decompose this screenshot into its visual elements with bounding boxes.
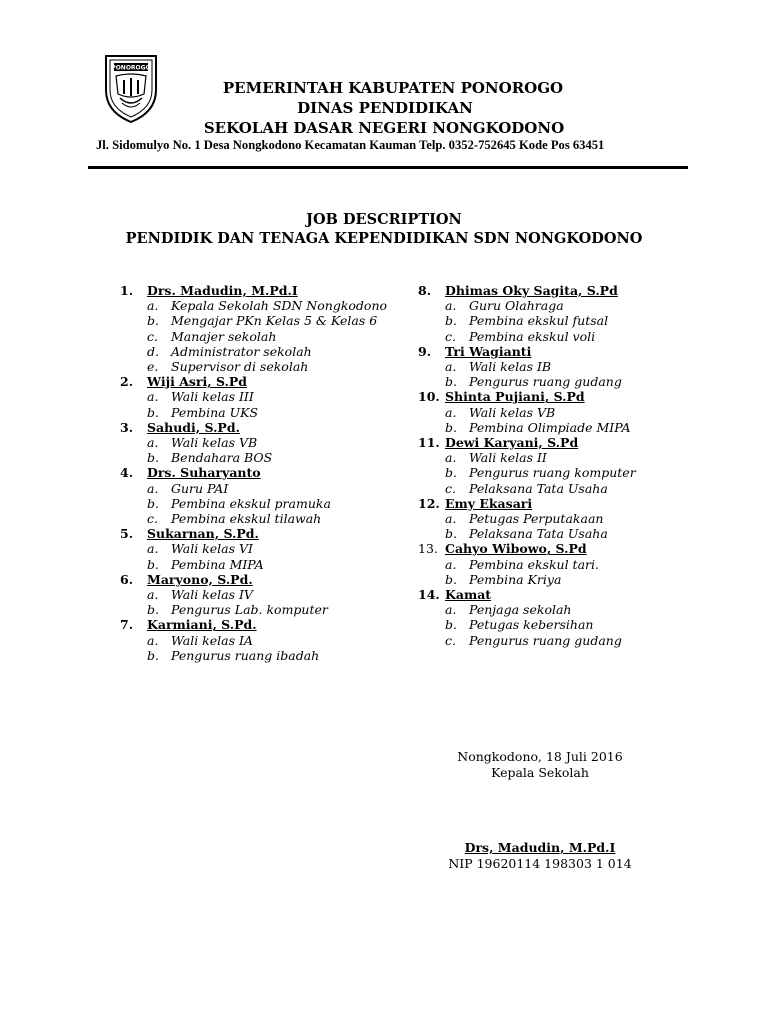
letterhead bbox=[0, 78, 768, 152]
duty-item bbox=[418, 313, 738, 328]
duty-letter: a. bbox=[445, 404, 457, 420]
staff-entry bbox=[120, 374, 400, 420]
staff-name: Dhimas Oky Sagita, S.Pd bbox=[445, 283, 618, 298]
staff-entry bbox=[120, 617, 400, 663]
duty-text: Administrator sekolah bbox=[171, 343, 312, 359]
duty-text: Manajer sekolah bbox=[171, 328, 277, 344]
duty-letter: c. bbox=[147, 328, 158, 344]
staff-entry bbox=[418, 435, 738, 496]
signature-position: Kepala Sekolah bbox=[491, 765, 589, 780]
staff-entry-header bbox=[120, 465, 400, 480]
duty-letter: c. bbox=[445, 480, 456, 496]
duty-letter: b. bbox=[445, 374, 457, 390]
duty-item bbox=[120, 389, 400, 404]
letterhead-school: SEKOLAH DASAR NEGERI NONGKODONO bbox=[203, 119, 565, 137]
duty-item bbox=[120, 481, 400, 496]
duty-letter: b. bbox=[445, 419, 457, 435]
duty-item bbox=[418, 572, 738, 587]
duty-text: Wali kelas IV bbox=[171, 587, 253, 603]
signature-place-date: Nongkodono, 18 Juli 2016 bbox=[457, 749, 623, 764]
staff-number: 12. bbox=[418, 495, 440, 511]
duty-item bbox=[418, 526, 738, 541]
duty-item bbox=[120, 633, 400, 648]
duty-text: Pengurus ruang gudang bbox=[469, 632, 622, 648]
duty-text: Wali kelas VB bbox=[171, 435, 258, 451]
duty-letter: b. bbox=[445, 571, 457, 587]
duty-text: Wali kelas II bbox=[469, 450, 547, 466]
duty-letter: b. bbox=[147, 313, 159, 329]
staff-number: 8. bbox=[418, 283, 432, 298]
duty-item bbox=[418, 602, 738, 617]
staff-name: Shinta Pujiani, S.Pd bbox=[445, 389, 585, 405]
duty-text: Petugas kebersihan bbox=[469, 617, 594, 633]
duty-text: Wali kelas IA bbox=[171, 632, 253, 648]
staff-entry-header bbox=[418, 389, 738, 404]
signature-nip: NIP 19620114 198303 1 014 bbox=[448, 856, 632, 871]
duty-letter: a. bbox=[147, 435, 159, 451]
letterhead-department: DINAS PENDIDIKAN bbox=[297, 99, 473, 117]
duty-text: Wali kelas VI bbox=[171, 541, 253, 557]
duty-item bbox=[120, 541, 400, 556]
signature-name: Drs, Madudin, M.Pd.I bbox=[464, 840, 616, 855]
duty-text: Pembina UKS bbox=[171, 404, 259, 420]
duty-item bbox=[120, 557, 400, 572]
duty-letter: c. bbox=[445, 632, 456, 648]
staff-entry-header bbox=[120, 283, 400, 298]
duty-item bbox=[120, 496, 400, 511]
staff-entry bbox=[418, 283, 738, 344]
duty-item bbox=[418, 465, 738, 480]
staff-number: 14. bbox=[418, 587, 440, 603]
duty-letter: a. bbox=[147, 389, 159, 405]
duty-letter: b. bbox=[147, 450, 159, 466]
staff-name: Tri Wagianti bbox=[445, 343, 532, 359]
duty-letter: b. bbox=[445, 465, 457, 481]
staff-name: Sukarnan, S.Pd. bbox=[147, 526, 259, 542]
duty-text: Wali kelas VB bbox=[469, 404, 556, 420]
staff-name: Emy Ekasari bbox=[445, 495, 533, 511]
duty-item bbox=[120, 450, 400, 465]
duty-letter: b. bbox=[445, 313, 457, 329]
duty-text: Pembina Olimpiade MIPA bbox=[469, 419, 631, 435]
staff-entry-header bbox=[120, 374, 400, 389]
duty-letter: a. bbox=[147, 632, 159, 648]
duty-item bbox=[120, 435, 400, 450]
duty-text: Pelaksana Tata Usaha bbox=[469, 480, 608, 496]
duty-letter: b. bbox=[147, 495, 159, 511]
duty-letter: b. bbox=[445, 617, 457, 633]
duty-item bbox=[418, 617, 738, 632]
staff-number: 1. bbox=[120, 283, 134, 298]
duty-item bbox=[418, 359, 738, 374]
duty-item bbox=[120, 602, 400, 617]
duty-item bbox=[120, 648, 400, 663]
staff-list-left bbox=[120, 283, 400, 663]
duty-text: Pembina MIPA bbox=[171, 556, 264, 572]
duty-letter: b. bbox=[147, 404, 159, 420]
duty-text: Bendahara BOS bbox=[171, 450, 273, 466]
duty-item bbox=[120, 329, 400, 344]
duty-text: Pembina Kriya bbox=[469, 571, 562, 587]
duty-item bbox=[418, 374, 738, 389]
duty-letter: d. bbox=[147, 343, 159, 359]
duty-item bbox=[120, 405, 400, 420]
staff-entry bbox=[120, 465, 400, 526]
duty-text: Pembina ekskul futsal bbox=[469, 313, 609, 329]
staff-name: Cahyo Wibowo, S.Pd bbox=[445, 541, 587, 557]
duty-letter: c. bbox=[445, 328, 456, 344]
duty-letter: b. bbox=[147, 647, 159, 663]
letterhead-address: Jl. Sidomulyo No. 1 Desa Nongkodono Kecamatan Kauman Telp. 0352-752645 Kode Pos 63451 bbox=[96, 138, 605, 152]
duty-text: Guru PAI bbox=[171, 480, 229, 496]
duty-text: Guru Olahraga bbox=[469, 298, 564, 314]
staff-entry bbox=[418, 389, 738, 435]
staff-number: 2. bbox=[120, 374, 134, 390]
duty-letter: b. bbox=[445, 526, 457, 542]
staff-entry bbox=[418, 496, 738, 542]
duty-letter: a. bbox=[445, 450, 457, 466]
letterhead-government: PEMERINTAH KABUPATEN PONOROGO bbox=[222, 79, 564, 97]
duty-letter: e. bbox=[147, 359, 159, 375]
duty-item bbox=[418, 511, 738, 526]
duty-item bbox=[120, 344, 400, 359]
staff-entry bbox=[120, 526, 400, 572]
duty-text: Wali kelas III bbox=[171, 389, 254, 405]
duty-text: Pembina ekskul voli bbox=[469, 328, 596, 344]
staff-entry bbox=[120, 283, 400, 374]
duty-text: Penjaga sekolah bbox=[469, 602, 572, 618]
staff-entry-header bbox=[418, 587, 738, 602]
staff-name: Karmiani, S.Pd. bbox=[147, 617, 257, 633]
duty-text: Pembina ekskul tari. bbox=[469, 556, 599, 572]
duty-text: Pembina ekskul tilawah bbox=[171, 511, 322, 527]
staff-entry bbox=[120, 572, 400, 618]
duty-letter: a. bbox=[445, 602, 457, 618]
duty-letter: a. bbox=[147, 541, 159, 557]
staff-entry-header bbox=[418, 541, 738, 556]
duty-letter: a. bbox=[147, 480, 159, 496]
staff-entry-header bbox=[120, 420, 400, 435]
staff-number: 5. bbox=[120, 526, 134, 542]
duty-item bbox=[418, 420, 738, 435]
staff-number: 11. bbox=[418, 435, 440, 451]
staff-name: Sahudi, S.Pd. bbox=[147, 419, 240, 435]
duty-text: Pembina ekskul pramuka bbox=[171, 495, 331, 511]
staff-entry-header bbox=[120, 617, 400, 632]
staff-number: 9. bbox=[418, 343, 432, 359]
duty-item bbox=[120, 298, 400, 313]
staff-entry-header bbox=[418, 344, 738, 359]
staff-list-right bbox=[418, 283, 738, 648]
title-line-2: PENDIDIK DAN TENAGA KEPENDIDIKAN SDN NONGKODONO bbox=[125, 230, 643, 247]
duty-item bbox=[418, 481, 738, 496]
staff-name: Drs. Madudin, M.Pd.I bbox=[147, 283, 298, 298]
title-line-1: JOB DESCRIPTION bbox=[306, 211, 462, 228]
duty-letter: a. bbox=[147, 298, 159, 314]
staff-number: 10. bbox=[418, 389, 440, 405]
duty-text: Pengurus Lab. komputer bbox=[171, 602, 328, 618]
duty-item bbox=[418, 329, 738, 344]
staff-name: Wiji Asri, S.Pd bbox=[147, 374, 248, 390]
duty-item bbox=[418, 633, 738, 648]
duty-letter: b. bbox=[147, 556, 159, 572]
signature-block bbox=[440, 749, 640, 781]
duty-text: Petugas Perputakaan bbox=[469, 511, 604, 527]
duty-item bbox=[418, 557, 738, 572]
duty-letter: a. bbox=[147, 587, 159, 603]
duty-letter: c. bbox=[147, 511, 158, 527]
duty-text: Pengurus ruang gudang bbox=[469, 374, 622, 390]
letterhead-divider bbox=[88, 166, 688, 169]
duty-item bbox=[120, 359, 400, 374]
staff-name: Drs. Suharyanto bbox=[147, 465, 261, 481]
staff-name: Kamat bbox=[445, 587, 492, 603]
duty-text: Wali kelas IB bbox=[469, 359, 552, 375]
svg-text:PONOROGO: PONOROGO bbox=[111, 64, 151, 72]
staff-entry-header bbox=[120, 572, 400, 587]
duty-item bbox=[120, 511, 400, 526]
duty-item bbox=[418, 450, 738, 465]
staff-number: 13. bbox=[418, 541, 438, 557]
staff-number: 3. bbox=[120, 419, 134, 435]
staff-entry bbox=[418, 344, 738, 390]
duty-letter: a. bbox=[445, 359, 457, 375]
staff-entry-header bbox=[418, 435, 738, 450]
duty-text: Mengajar PKn Kelas 5 & Kelas 6 bbox=[171, 313, 378, 329]
staff-entry bbox=[418, 587, 738, 648]
document-title bbox=[0, 210, 768, 248]
duty-letter: a. bbox=[445, 556, 457, 572]
duty-item bbox=[418, 405, 738, 420]
duty-text: Pengurus ruang ibadah bbox=[171, 647, 320, 663]
staff-entry-header bbox=[120, 526, 400, 541]
staff-entry-header bbox=[418, 496, 738, 511]
duty-letter: a. bbox=[445, 298, 457, 314]
duty-text: Supervisor di sekolah bbox=[171, 359, 309, 375]
staff-number: 6. bbox=[120, 571, 134, 587]
duty-text: Pelaksana Tata Usaha bbox=[469, 526, 608, 542]
staff-name: Maryono, S.Pd. bbox=[147, 571, 253, 587]
duty-text: Pengurus ruang komputer bbox=[469, 465, 636, 481]
duty-letter: a. bbox=[445, 511, 457, 527]
staff-name: Dewi Karyani, S.Pd bbox=[445, 435, 579, 451]
duty-letter: b. bbox=[147, 602, 159, 618]
staff-number: 4. bbox=[120, 465, 134, 481]
duty-item bbox=[120, 587, 400, 602]
staff-entry-header bbox=[418, 283, 738, 298]
staff-number: 7. bbox=[120, 617, 134, 633]
staff-entry bbox=[418, 541, 738, 587]
duty-item bbox=[120, 313, 400, 328]
staff-entry bbox=[120, 420, 400, 466]
duty-item bbox=[418, 298, 738, 313]
duty-text: Kepala Sekolah SDN Nongkodono bbox=[171, 298, 388, 314]
